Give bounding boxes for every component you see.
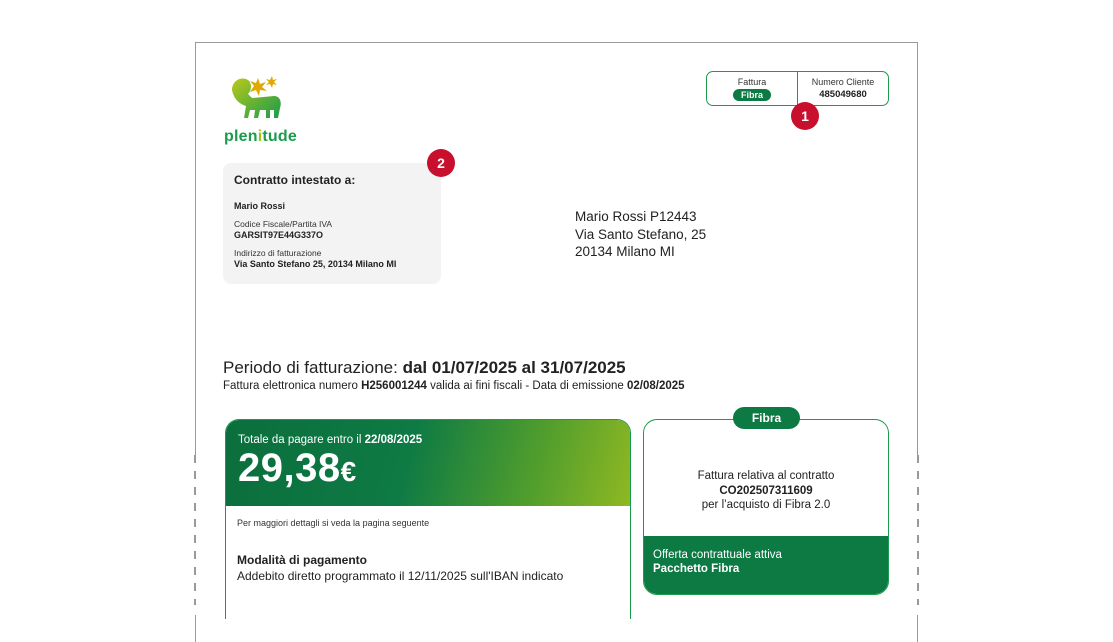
callout-marker-1: 1 [791,102,819,130]
billing-period [223,358,626,378]
billing-period-label: Periodo di fatturazione: [223,358,403,377]
einvoice-line [223,380,685,392]
total-due-header [226,420,630,506]
tax-code-label: Codice Fiscale/Partita IVA [234,219,333,229]
total-due-body [226,506,630,595]
payment-method-heading: Modalità di pagamento [237,553,368,567]
billing-period-value: dal 01/07/2025 al 31/07/2025 [402,358,626,377]
einvoice-number: H256001244 [361,380,427,392]
due-label: Totale da pagare entro il [238,434,365,446]
active-offer-footer [644,536,888,594]
address-line: Mario Rossi P12443 [575,209,697,224]
payment-method-value: Addebito diretto programmato il 12/11/2025 sull'IBAN indicato [237,569,564,583]
customer-number-value: 485049680 [819,89,867,100]
due-date-line [238,434,618,446]
einvoice-middle: valida ai fini fiscali - Data di emissione [426,380,628,392]
address-line: 20134 Milano MI [575,244,675,259]
page-edge-dashed-right [917,455,919,605]
contract-holder-card [223,163,441,284]
customer-number-cell [797,72,888,105]
brand-wordmark: plenitude [224,128,297,145]
fibra-contract-card [643,419,889,595]
contract-heading: Contratto intestato a: [234,173,356,187]
currency-symbol: € [340,456,357,487]
recipient-address [575,208,706,261]
billing-address-value: Via Santo Stefano 25, 20134 Milano MI [234,259,397,269]
issue-date: 02/08/2025 [627,380,685,392]
fibra-line: per l’acquisto di Fibra 2.0 [701,499,831,511]
einvoice-prefix: Fattura elettronica numero [223,380,362,392]
fibra-line: Fattura relativa al contratto [697,470,835,482]
invoice-type-badge: Fibra [733,89,771,101]
customer-number-label: Numero Cliente [811,77,875,87]
billing-address-label: Indirizzo di fatturazione [234,248,322,258]
callout-marker-2: 2 [427,149,455,177]
address-line: Via Santo Stefano, 25 [575,226,707,242]
invoice-id-box [706,71,889,106]
total-due-card [225,419,631,619]
amount-value: 29,38 [238,446,341,490]
details-note: Per maggiori dettagli si veda la pagina seguente [237,518,430,528]
contract-code: CO202507311609 [719,484,813,497]
total-amount [238,448,618,492]
fibra-contract-text [644,469,888,513]
invoice-type-cell [707,72,797,105]
active-offer-value: Pacchetto Fibra [653,563,740,575]
due-date: 22/08/2025 [364,434,423,446]
fibra-tag-badge: Fibra [733,407,800,429]
active-offer-label: Offerta contrattuale attiva [653,549,782,561]
page-edge-dashed-left [194,455,196,605]
tax-code-value: GARSIT97E44G337O [234,230,324,240]
invoice-label: Fattura [737,77,767,87]
contract-holder-name: Mario Rossi [234,201,286,211]
